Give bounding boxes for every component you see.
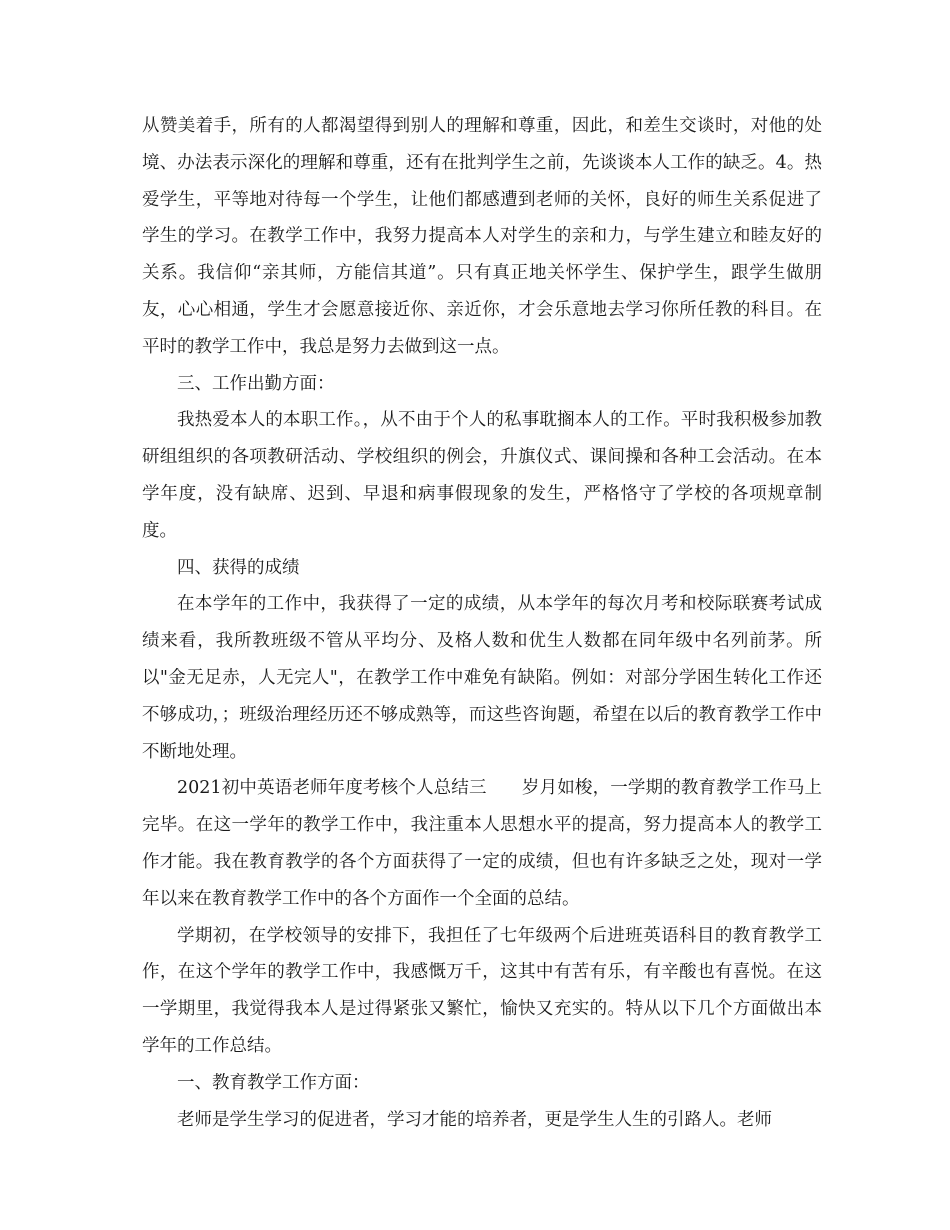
- paragraph-attendance: 我热爱本人的本职工作。，从不由于个人的私事耽搁本人的工作。平时我积极参加教研组组织的各项教研活动、学校组织的例会，升旗仪式、课间操和各种工会活动。在本学年度，没有缺席、迟到、早退和病事假现象的发生，严格恪守了学校的各项规章制度。: [142, 410, 822, 541]
- section-heading-teaching-work: 一、教育教学工作方面：: [177, 1072, 370, 1093]
- paragraph-achievements: 在本学年的工作中，我获得了一定的成绩，从本学年的每次月考和校际联赛考试成绩来看，我所教班级不管从平均分、及格人数和优生人数都在同年级中名列前茅。所以"金无足赤，人无完人"，在教学工作中难免有缺陷。例如：对部分学困生转化工作还不够成功，；班级治理经历还不够成熟等，而这些咨询题，希望在以后的教育教学工作中不断地处理。: [142, 594, 822, 762]
- document-body: [142, 108, 822, 1138]
- paragraph-semester-start: 学期初，在学校领导的安排下，我担任了七年级两个后进班英语科目的教育教学工作，在这个学年的教学工作中，我感慨万千，这其中有苦有乐，有辛酸也有喜悦。在这一学期里，我觉得我本人是过得紧张又繁忙，愉快又充实的。特从以下几个方面做出本学年的工作总结。: [142, 925, 822, 1056]
- paragraph-teacher-role: 老师是学生学习的促进者，学习才能的培养者，更是学生人生的引路人。老师: [177, 1109, 772, 1130]
- section-heading-attendance: 三、工作出勤方面：: [177, 373, 335, 394]
- paragraph-summary-three-intro: 2021初中英语老师年度考核个人总结三 岁月如梭，一学期的教育教学工作马上完毕。在这一学年的教学工作中，我注重本人思想水平的提高，努力提高本人的教学工作才能。我在教育教学的各个方面获得了一定的成绩，但也有许多缺乏之处，现对一学年以来在教育教学工作中的各个方面作一个全面的总结。: [142, 778, 822, 909]
- paragraph-praise-students: 从赞美着手，所有的人都渴望得到别人的理解和尊重，因此，和差生交谈时，对他的处境、办法表示深化的理解和尊重，还有在批判学生之前，先谈谈本人工作的缺乏。4。热爱学生，平等地对待每一个学生，让他们都感遭到老师的关怀，良好的师生关系促进了学生的学习。在教学工作中，我努力提高本人对学生的亲和力，与学生建立和睦友好的关系。我信仰“亲其师，方能信其道”。只有真正地关怀学生、保护学生，跟学生做朋友，心心相通，学生才会愿意接近你、亲近你，才会乐意地去学习你所任教的科目。在平时的教学工作中，我总是努力去做到这一点。: [142, 116, 822, 357]
- section-heading-achievements: 四、获得的成绩: [177, 557, 300, 578]
